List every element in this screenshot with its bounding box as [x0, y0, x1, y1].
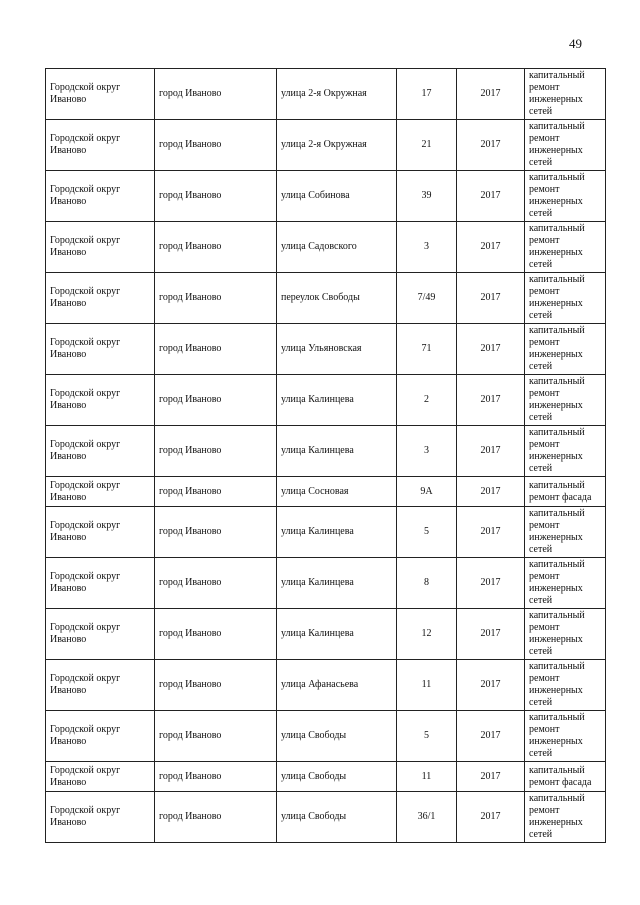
cell-municipal-district: Городской округ Иваново: [46, 375, 155, 426]
table-row: [46, 711, 606, 762]
cell-year: 2017: [457, 792, 525, 843]
cell-municipal-district: Городской округ Иваново: [46, 558, 155, 609]
cell-work-type: капитальный ремонт фасада: [525, 762, 606, 792]
cell-settlement: город Иваново: [155, 792, 277, 843]
cell-work-type: капитальный ремонт инженерных сетей: [525, 120, 606, 171]
cell-settlement: город Иваново: [155, 222, 277, 273]
cell-year: 2017: [457, 762, 525, 792]
cell-work-type: капитальный ремонт инженерных сетей: [525, 375, 606, 426]
cell-municipal-district: Городской округ Иваново: [46, 762, 155, 792]
table-row: [46, 660, 606, 711]
cell-settlement: город Иваново: [155, 120, 277, 171]
cell-year: 2017: [457, 222, 525, 273]
cell-year: 2017: [457, 660, 525, 711]
cell-settlement: город Иваново: [155, 762, 277, 792]
table-row: [46, 324, 606, 375]
cell-street: улица Калинцева: [277, 507, 397, 558]
table-row: [46, 171, 606, 222]
cell-house-number: 71: [397, 324, 457, 375]
table-row: [46, 273, 606, 324]
cell-municipal-district: Городской округ Иваново: [46, 477, 155, 507]
cell-street: переулок Свободы: [277, 273, 397, 324]
cell-house-number: 17: [397, 69, 457, 120]
cell-municipal-district: Городской округ Иваново: [46, 426, 155, 477]
cell-settlement: город Иваново: [155, 375, 277, 426]
repair-register-table: [45, 68, 606, 843]
cell-street: улица Свободы: [277, 711, 397, 762]
cell-year: 2017: [457, 375, 525, 426]
cell-street: улица Ульяновская: [277, 324, 397, 375]
cell-year: 2017: [457, 477, 525, 507]
cell-house-number: 3: [397, 222, 457, 273]
cell-house-number: 5: [397, 507, 457, 558]
cell-municipal-district: Городской округ Иваново: [46, 69, 155, 120]
cell-house-number: 39: [397, 171, 457, 222]
cell-street: улица Калинцева: [277, 558, 397, 609]
cell-work-type: капитальный ремонт инженерных сетей: [525, 222, 606, 273]
cell-street: улица Свободы: [277, 762, 397, 792]
cell-street: улица Свободы: [277, 792, 397, 843]
cell-year: 2017: [457, 711, 525, 762]
cell-settlement: город Иваново: [155, 171, 277, 222]
page-number: 49: [569, 36, 582, 51]
cell-work-type: капитальный ремонт инженерных сетей: [525, 426, 606, 477]
cell-house-number: 9А: [397, 477, 457, 507]
cell-municipal-district: Городской округ Иваново: [46, 792, 155, 843]
cell-municipal-district: Городской округ Иваново: [46, 711, 155, 762]
cell-year: 2017: [457, 609, 525, 660]
table-body: [46, 69, 606, 843]
table-row: [46, 120, 606, 171]
cell-year: 2017: [457, 324, 525, 375]
cell-work-type: капитальный ремонт фасада: [525, 477, 606, 507]
cell-settlement: город Иваново: [155, 507, 277, 558]
cell-work-type: капитальный ремонт инженерных сетей: [525, 792, 606, 843]
table-row: [46, 507, 606, 558]
table-row: [46, 762, 606, 792]
cell-settlement: город Иваново: [155, 660, 277, 711]
cell-year: 2017: [457, 273, 525, 324]
cell-settlement: город Иваново: [155, 609, 277, 660]
table-row: [46, 375, 606, 426]
cell-work-type: капитальный ремонт инженерных сетей: [525, 711, 606, 762]
cell-house-number: 3: [397, 426, 457, 477]
cell-house-number: 21: [397, 120, 457, 171]
cell-year: 2017: [457, 171, 525, 222]
cell-municipal-district: Городской округ Иваново: [46, 609, 155, 660]
cell-house-number: 12: [397, 609, 457, 660]
cell-settlement: город Иваново: [155, 426, 277, 477]
cell-work-type: капитальный ремонт инженерных сетей: [525, 660, 606, 711]
cell-house-number: 11: [397, 660, 457, 711]
cell-municipal-district: Городской округ Иваново: [46, 507, 155, 558]
cell-municipal-district: Городской округ Иваново: [46, 171, 155, 222]
cell-settlement: город Иваново: [155, 558, 277, 609]
cell-house-number: 5: [397, 711, 457, 762]
cell-house-number: 2: [397, 375, 457, 426]
cell-street: улица Собинова: [277, 171, 397, 222]
cell-settlement: город Иваново: [155, 69, 277, 120]
table-row: [46, 477, 606, 507]
table-row: [46, 792, 606, 843]
table-row: [46, 558, 606, 609]
cell-municipal-district: Городской округ Иваново: [46, 660, 155, 711]
cell-street: улица Калинцева: [277, 609, 397, 660]
cell-work-type: капитальный ремонт инженерных сетей: [525, 558, 606, 609]
cell-work-type: капитальный ремонт инженерных сетей: [525, 324, 606, 375]
table-row: [46, 609, 606, 660]
table-row: [46, 69, 606, 120]
cell-street: улица Калинцева: [277, 426, 397, 477]
cell-street: улица 2-я Окружная: [277, 120, 397, 171]
cell-street: улица 2-я Окружная: [277, 69, 397, 120]
cell-municipal-district: Городской округ Иваново: [46, 222, 155, 273]
cell-work-type: капитальный ремонт инженерных сетей: [525, 507, 606, 558]
cell-year: 2017: [457, 507, 525, 558]
cell-municipal-district: Городской округ Иваново: [46, 324, 155, 375]
cell-street: улица Садовского: [277, 222, 397, 273]
cell-street: улица Сосновая: [277, 477, 397, 507]
cell-street: улица Афанасьева: [277, 660, 397, 711]
cell-settlement: город Иваново: [155, 711, 277, 762]
cell-house-number: 8: [397, 558, 457, 609]
cell-work-type: капитальный ремонт инженерных сетей: [525, 609, 606, 660]
cell-house-number: 36/1: [397, 792, 457, 843]
cell-work-type: капитальный ремонт инженерных сетей: [525, 273, 606, 324]
table-row: [46, 426, 606, 477]
cell-municipal-district: Городской округ Иваново: [46, 273, 155, 324]
cell-year: 2017: [457, 120, 525, 171]
cell-year: 2017: [457, 69, 525, 120]
cell-work-type: капитальный ремонт инженерных сетей: [525, 69, 606, 120]
cell-settlement: город Иваново: [155, 477, 277, 507]
cell-street: улица Калинцева: [277, 375, 397, 426]
cell-house-number: 7/49: [397, 273, 457, 324]
cell-house-number: 11: [397, 762, 457, 792]
cell-work-type: капитальный ремонт инженерных сетей: [525, 171, 606, 222]
table-row: [46, 222, 606, 273]
cell-settlement: город Иваново: [155, 273, 277, 324]
cell-year: 2017: [457, 426, 525, 477]
cell-municipal-district: Городской округ Иваново: [46, 120, 155, 171]
cell-settlement: город Иваново: [155, 324, 277, 375]
cell-year: 2017: [457, 558, 525, 609]
